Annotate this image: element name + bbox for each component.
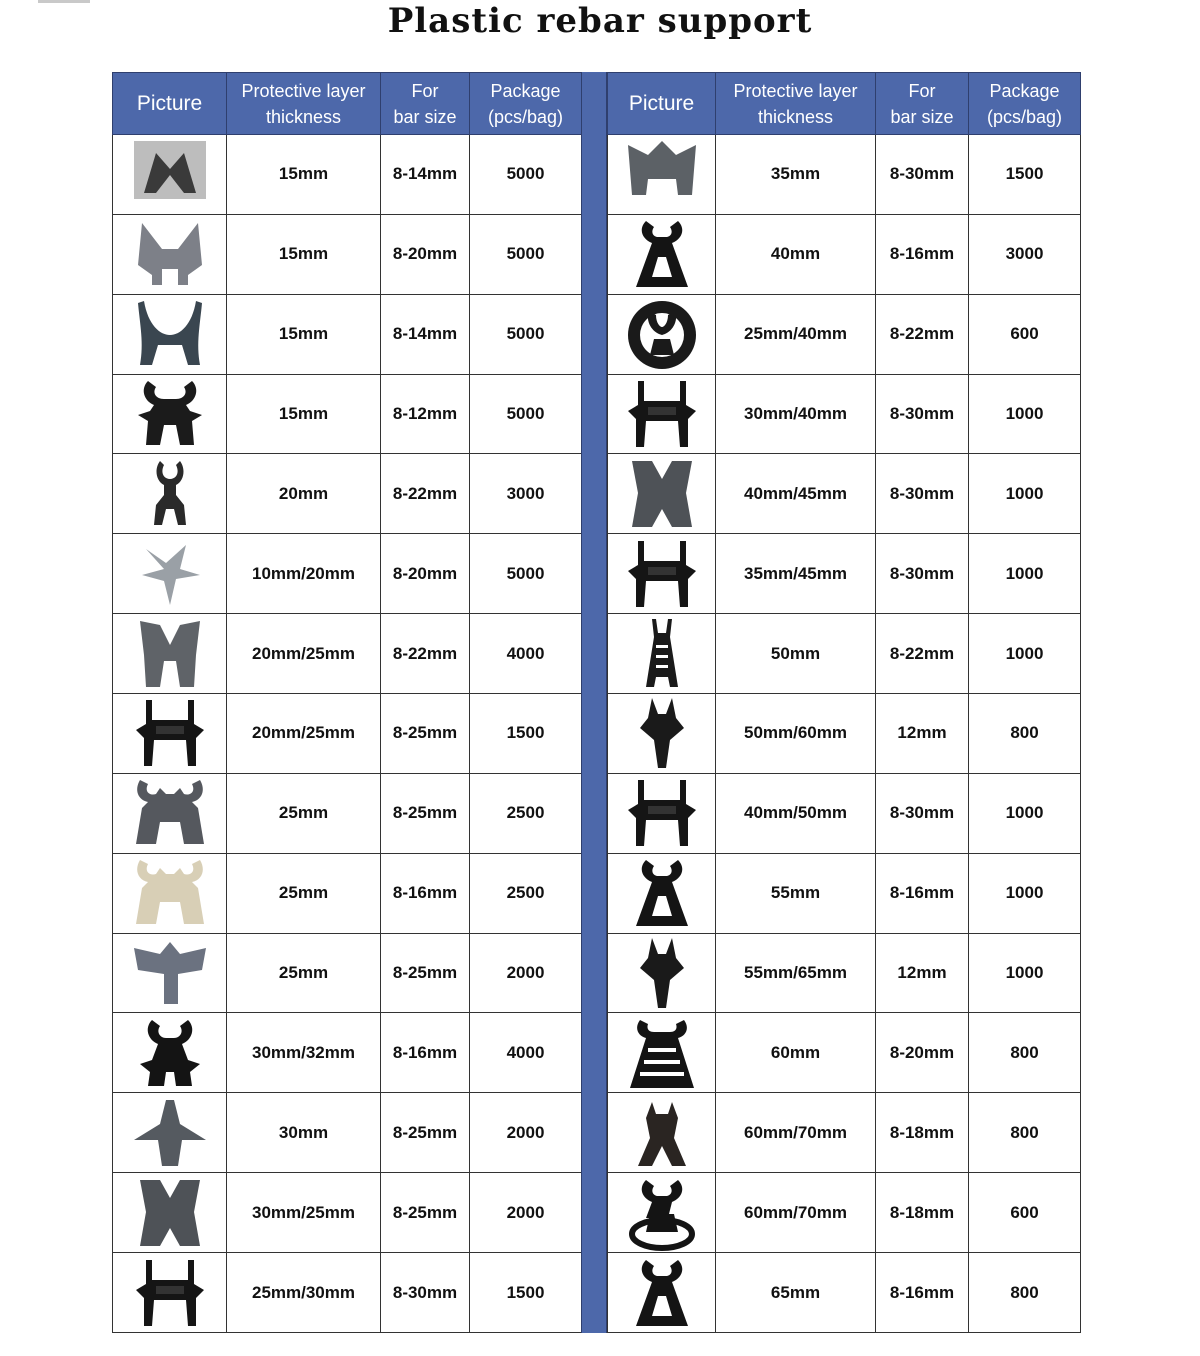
- table-row: [113, 135, 582, 215]
- thickness-cell: 30mm: [227, 1093, 381, 1173]
- table-row: [113, 214, 582, 294]
- v-notch-gray-spacer-icon: [113, 215, 226, 293]
- package-cell: 5000: [470, 214, 582, 294]
- package-cell: 5000: [470, 294, 582, 374]
- bar-size-cell: 8-14mm: [381, 135, 470, 215]
- picture-cell: [113, 614, 227, 694]
- package-cell: 600: [969, 294, 1081, 374]
- pyramid-clip-black-icon: [608, 1254, 715, 1332]
- x-block-gray-spacer-icon: [113, 1174, 226, 1252]
- header-text: thickness: [757, 106, 834, 127]
- header-bar-size: [381, 73, 470, 135]
- header-text: (pcs/bag): [487, 106, 564, 127]
- thickness-cell: 20mm: [227, 454, 381, 534]
- table-row: [608, 694, 1081, 774]
- bar-size-cell: 8-16mm: [876, 214, 969, 294]
- header-bar-size: [876, 73, 969, 135]
- package-cell: 600: [969, 1173, 1081, 1253]
- header-package: [470, 73, 582, 135]
- ring-base-black-spacer-icon: [608, 1174, 715, 1252]
- bar-size-cell: 8-30mm: [876, 374, 969, 454]
- table-row: [608, 534, 1081, 614]
- bar-size-cell: 8-20mm: [381, 534, 470, 614]
- double-clip-beige-spacer-icon: [113, 854, 226, 932]
- package-cell: 5000: [470, 534, 582, 614]
- picture-cell: [608, 694, 716, 774]
- thickness-cell: 25mm/30mm: [227, 1253, 381, 1333]
- table-row: [608, 1253, 1081, 1333]
- picture-cell: [113, 1173, 227, 1253]
- header-package: [969, 73, 1081, 135]
- package-cell: 800: [969, 694, 1081, 774]
- thickness-cell: 30mm/40mm: [716, 374, 876, 454]
- thickness-cell: 60mm: [716, 1013, 876, 1093]
- package-cell: 1000: [969, 454, 1081, 534]
- thickness-cell: 50mm/60mm: [716, 694, 876, 774]
- thickness-cell: 15mm: [227, 374, 381, 454]
- thickness-cell: 25mm: [227, 933, 381, 1013]
- table-row: [113, 454, 582, 534]
- picture-cell: [608, 1253, 716, 1333]
- bar-size-cell: 8-25mm: [381, 1093, 470, 1173]
- bar-size-cell: 8-12mm: [381, 374, 470, 454]
- picture-cell: [113, 135, 227, 215]
- x-block-gray-spacer-icon: [608, 455, 715, 533]
- bar-size-cell: 8-22mm: [381, 454, 470, 534]
- picture-cell: [608, 773, 716, 853]
- thickness-cell: 35mm: [716, 135, 876, 215]
- table-row: [113, 1093, 582, 1173]
- thickness-cell: 50mm: [716, 614, 876, 694]
- table-row: [608, 614, 1081, 694]
- bar-size-cell: 8-18mm: [876, 1093, 969, 1173]
- left-spec-table: [112, 72, 582, 1333]
- picture-cell: [113, 534, 227, 614]
- clip-black-spacer-icon: [113, 375, 226, 453]
- picture-cell: [113, 294, 227, 374]
- pyramid-clip-black-icon: [608, 215, 715, 293]
- chair-gray-spacer-icon: [113, 135, 226, 213]
- picture-cell: [608, 534, 716, 614]
- u-arch-dark-spacer-icon: [113, 295, 226, 373]
- header-text: (pcs/bag): [986, 106, 1063, 127]
- pyramid-clip-black-icon: [608, 854, 715, 932]
- page-title: Plastic rebar support: [387, 1, 813, 41]
- table-header-row: [113, 73, 582, 135]
- table-row: [113, 534, 582, 614]
- picture-cell: [113, 1253, 227, 1333]
- table-row: [608, 773, 1081, 853]
- bar-size-cell: 8-30mm: [876, 454, 969, 534]
- picture-cell: [608, 374, 716, 454]
- picture-cell: [608, 933, 716, 1013]
- header-text: thickness: [265, 106, 342, 127]
- bar-size-cell: 8-22mm: [876, 614, 969, 694]
- package-cell: 2000: [470, 1173, 582, 1253]
- thickness-cell: 55mm/65mm: [716, 933, 876, 1013]
- thickness-cell: 25mm: [227, 853, 381, 933]
- bar-size-cell: 8-16mm: [876, 853, 969, 933]
- picture-cell: [113, 694, 227, 774]
- thickness-cell: 20mm/25mm: [227, 694, 381, 774]
- bar-size-cell: 8-20mm: [381, 214, 470, 294]
- thickness-cell: 55mm: [716, 853, 876, 933]
- package-cell: 2000: [470, 933, 582, 1013]
- picture-cell: [113, 214, 227, 294]
- table-row: [113, 294, 582, 374]
- package-cell: 1000: [969, 374, 1081, 454]
- table-row: [608, 374, 1081, 454]
- thickness-cell: 40mm/45mm: [716, 454, 876, 534]
- table-row: [113, 694, 582, 774]
- package-cell: 5000: [470, 135, 582, 215]
- thickness-cell: 15mm: [227, 214, 381, 294]
- header-text: Package: [989, 80, 1060, 101]
- package-cell: 4000: [470, 614, 582, 694]
- package-cell: 1000: [969, 773, 1081, 853]
- picture-cell: [113, 773, 227, 853]
- header-text: For: [411, 80, 439, 101]
- bar-size-cell: 8-25mm: [381, 933, 470, 1013]
- table-row: [608, 1013, 1081, 1093]
- pinwheel-gray-spacer-icon: [113, 535, 226, 613]
- header-protective-layer: [227, 73, 381, 135]
- thickness-cell: 60mm/70mm: [716, 1093, 876, 1173]
- package-cell: 800: [969, 1253, 1081, 1333]
- picture-cell: [608, 454, 716, 534]
- clip-small-spacer-icon: [113, 455, 226, 533]
- package-cell: 3000: [470, 454, 582, 534]
- bar-size-cell: 8-16mm: [381, 853, 470, 933]
- t-wing-gray-spacer-icon: [113, 934, 226, 1012]
- package-cell: 2000: [470, 1093, 582, 1173]
- package-cell: 800: [969, 1013, 1081, 1093]
- table-row: [113, 614, 582, 694]
- picture-cell: [608, 135, 716, 215]
- picture-cell: [608, 214, 716, 294]
- package-cell: 1000: [969, 853, 1081, 933]
- table-row: [113, 933, 582, 1013]
- bar-size-cell: 8-22mm: [876, 294, 969, 374]
- bar-size-cell: 8-30mm: [876, 534, 969, 614]
- picture-cell: [608, 853, 716, 933]
- picture-cell: [113, 853, 227, 933]
- table-row: [113, 773, 582, 853]
- package-cell: 4000: [470, 1013, 582, 1093]
- bar-size-cell: 8-20mm: [876, 1013, 969, 1093]
- double-leg-black-spacer-icon: [608, 774, 715, 852]
- package-cell: 800: [969, 1093, 1081, 1173]
- table-row: [608, 135, 1081, 215]
- header-text: Protective layer: [733, 80, 858, 101]
- ladder-chair-black-icon: [608, 1014, 715, 1092]
- y-notch-gray-spacer-icon: [113, 615, 226, 693]
- package-cell: 3000: [969, 214, 1081, 294]
- header-text: Package: [490, 80, 561, 101]
- table-row: [113, 1253, 582, 1333]
- header-text: Protective layer: [241, 80, 366, 101]
- package-cell: 2500: [470, 853, 582, 933]
- thickness-cell: 40mm/50mm: [716, 773, 876, 853]
- picture-cell: [608, 1173, 716, 1253]
- table-row: [608, 454, 1081, 534]
- bar-size-cell: 8-30mm: [876, 135, 969, 215]
- thickness-cell: 25mm: [227, 773, 381, 853]
- double-leg-black-spacer-icon: [113, 1254, 226, 1332]
- picture-cell: [113, 374, 227, 454]
- picture-cell: [113, 454, 227, 534]
- table-row: [113, 1013, 582, 1093]
- picture-cell: [608, 294, 716, 374]
- double-clip-gray-spacer-icon: [113, 774, 226, 852]
- table-row: [113, 1173, 582, 1253]
- spike-black-spacer-icon: [608, 694, 715, 772]
- table-row: [608, 1093, 1081, 1173]
- bar-size-cell: 8-22mm: [381, 614, 470, 694]
- picture-cell: [608, 1093, 716, 1173]
- right-spec-table: [607, 72, 1081, 1333]
- bar-size-cell: 8-25mm: [381, 773, 470, 853]
- picture-cell: [113, 1013, 227, 1093]
- chair-gray-block-icon: [608, 135, 715, 213]
- package-cell: 5000: [470, 374, 582, 454]
- bar-size-cell: 8-30mm: [381, 1253, 470, 1333]
- thickness-cell: 10mm/20mm: [227, 534, 381, 614]
- thickness-cell: 30mm/25mm: [227, 1173, 381, 1253]
- package-cell: 1000: [969, 614, 1081, 694]
- package-cell: 1500: [470, 694, 582, 774]
- package-cell: 2500: [470, 773, 582, 853]
- table-row: [608, 214, 1081, 294]
- thickness-cell: 15mm: [227, 135, 381, 215]
- header-text: bar size: [393, 106, 457, 127]
- tower-clip-black-spacer-icon: [113, 1014, 226, 1092]
- table-row: [113, 853, 582, 933]
- thickness-cell: 25mm/40mm: [716, 294, 876, 374]
- header-protective-layer: [716, 73, 876, 135]
- picture-cell: [113, 1093, 227, 1173]
- cross-wing-gray-spacer-icon: [113, 1094, 226, 1172]
- double-leg-black-spacer-icon: [113, 694, 226, 772]
- table-row: [608, 853, 1081, 933]
- table-row: [608, 1173, 1081, 1253]
- package-cell: 1500: [470, 1253, 582, 1333]
- table-header-row: [608, 73, 1081, 135]
- picture-cell: [608, 1013, 716, 1093]
- thickness-cell: 40mm: [716, 214, 876, 294]
- thickness-cell: 30mm/32mm: [227, 1013, 381, 1093]
- thickness-cell: 60mm/70mm: [716, 1173, 876, 1253]
- thickness-cell: 20mm/25mm: [227, 614, 381, 694]
- bar-size-cell: 12mm: [876, 933, 969, 1013]
- package-cell: 1000: [969, 534, 1081, 614]
- spike-black-spacer-icon: [608, 934, 715, 1012]
- bar-size-cell: 8-18mm: [876, 1173, 969, 1253]
- double-leg-black-spacer-icon: [608, 535, 715, 613]
- wheel-black-spacer-icon: [608, 295, 715, 373]
- tripod-black-spacer-icon: [608, 1094, 715, 1172]
- bar-size-cell: 12mm: [876, 694, 969, 774]
- bar-size-cell: 8-25mm: [381, 694, 470, 774]
- header-text: bar size: [890, 106, 954, 127]
- picture-cell: [113, 933, 227, 1013]
- header-text: For: [908, 80, 936, 101]
- bar-size-cell: 8-25mm: [381, 1173, 470, 1253]
- thickness-cell: 15mm: [227, 294, 381, 374]
- table-row: [608, 294, 1081, 374]
- thickness-cell: 65mm: [716, 1253, 876, 1333]
- double-leg-black-spacer-icon: [608, 375, 715, 453]
- ladder-tower-spacer-icon: [608, 615, 715, 693]
- bar-size-cell: 8-14mm: [381, 294, 470, 374]
- table-divider: [581, 72, 607, 1333]
- bar-size-cell: 8-16mm: [381, 1013, 470, 1093]
- thickness-cell: 35mm/45mm: [716, 534, 876, 614]
- package-cell: 1500: [969, 135, 1081, 215]
- table-row: [608, 933, 1081, 1013]
- table-row: [113, 374, 582, 454]
- header-picture: Picture: [608, 73, 716, 135]
- bar-size-cell: 8-30mm: [876, 773, 969, 853]
- header-picture: Picture: [113, 73, 227, 135]
- bar-size-cell: 8-16mm: [876, 1253, 969, 1333]
- picture-cell: [608, 614, 716, 694]
- package-cell: 1000: [969, 933, 1081, 1013]
